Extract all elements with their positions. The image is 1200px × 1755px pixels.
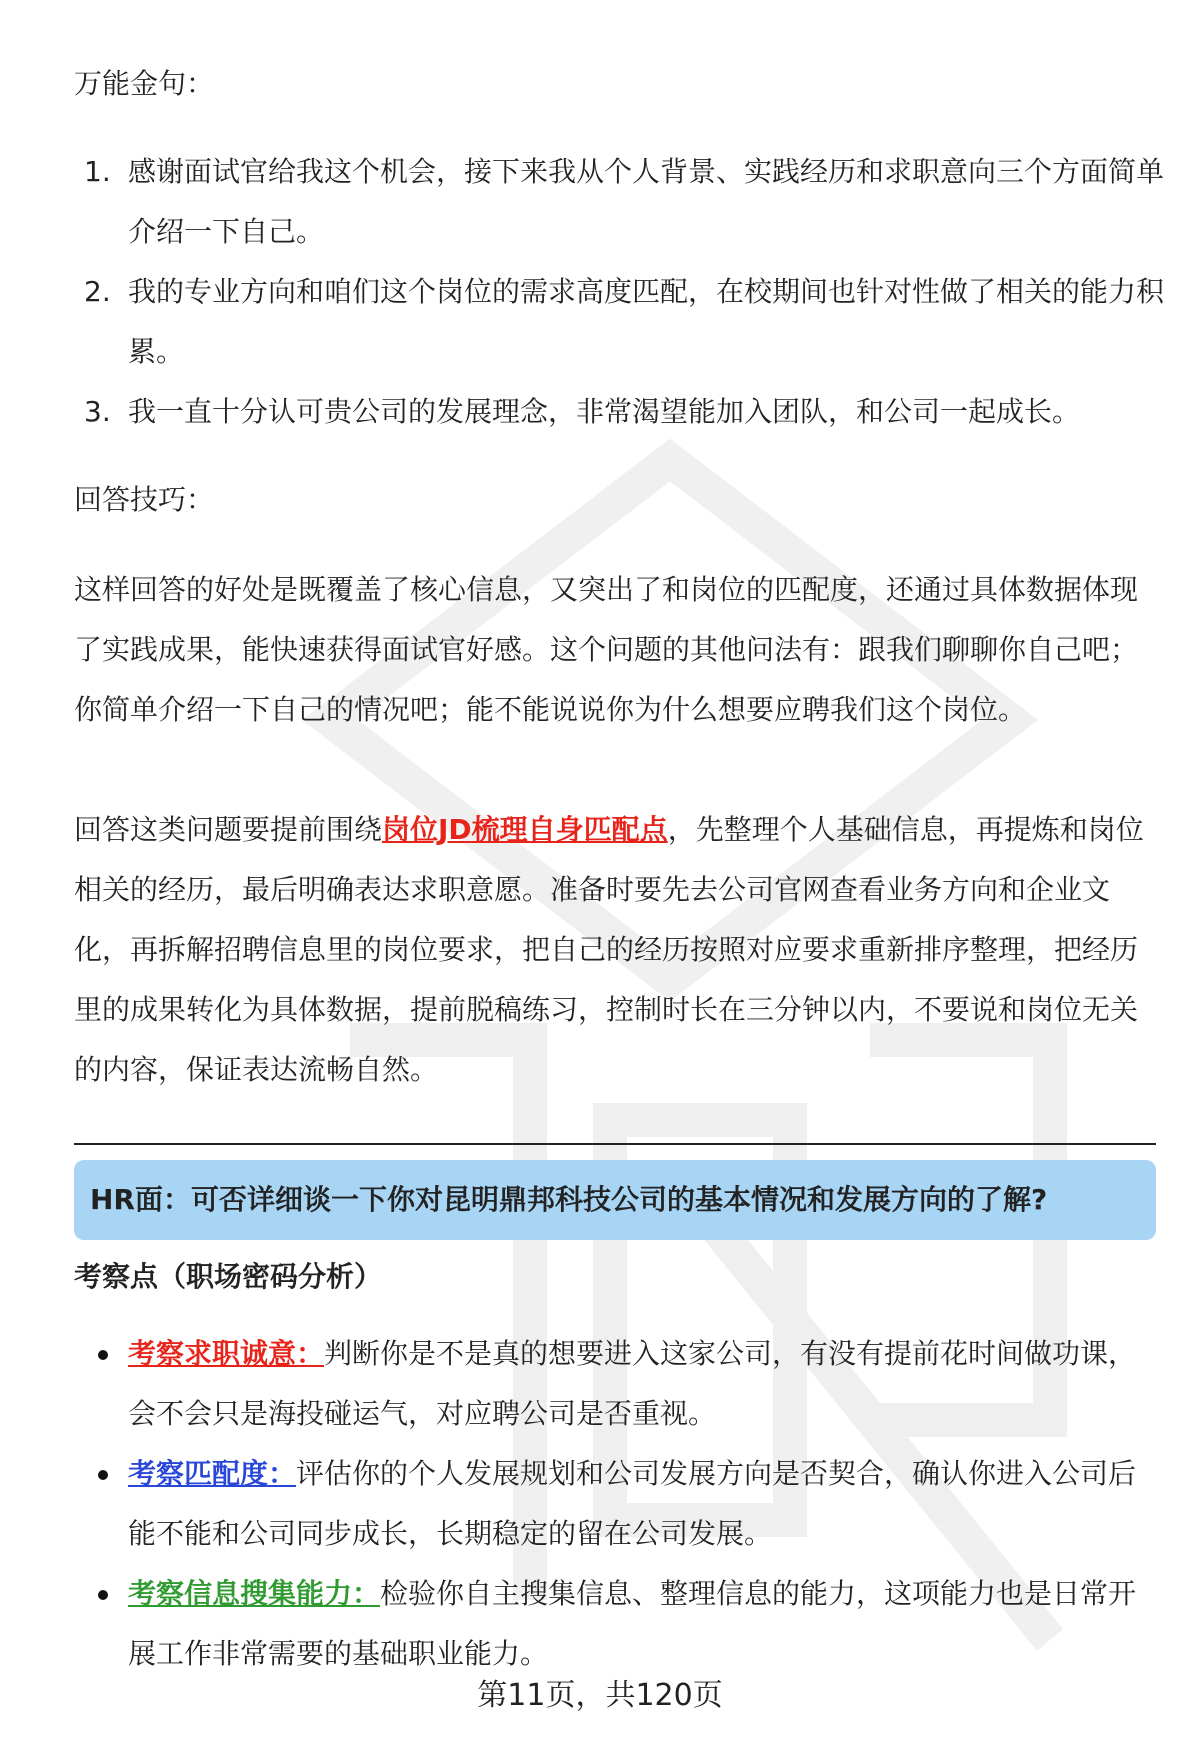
point-text: 检验你自主搜集信息、整理信息的能力，这项能力也是日常开展工作非常需要的基础职业能力。 — [128, 1577, 1137, 1670]
list-item — [74, 382, 1164, 442]
bullet-icon — [98, 1590, 108, 1600]
highlight-text: 岗位JD梳理自身匹配点 — [382, 813, 668, 846]
section-subheading: 考察点（职场密码分析） — [74, 1260, 383, 1293]
point-title: 考察信息搜集能力： — [128, 1577, 381, 1610]
divider — [74, 1143, 1156, 1145]
bullet-icon — [98, 1350, 108, 1360]
list-item-text: 感谢面试官给我这个机会，接下来我从个人背景、实践经历和求职意向三个方面简单介绍一下自己。 — [128, 155, 1165, 248]
list-item-text: 我的专业方向和咱们这个岗位的需求高度匹配，在校期间也针对性做了相关的能力积累。 — [128, 275, 1165, 368]
paragraph-text: ，先整理个人基础信息，再提炼和岗位相关的经历，最后明确表达求职意愿。准备时要先去公司官网查看业务方向和企业文化，再拆解招聘信息里的岗位要求，把自己的经历按照对应要求重新排序整理，把经历里的成果转化为具体数据，提前脱稿练习，控制时长在三分钟以内，不要说和岗位无关的内容，保证表达流畅自然。 — [74, 813, 1144, 1086]
list-item-text: 我一直十分认可贵公司的发展理念，非常渴望能加入团队，和公司一起成长。 — [128, 395, 1081, 428]
list-item-number: 2. — [84, 275, 111, 308]
answer-tips-label: 回答技巧： — [74, 483, 215, 516]
golden-phrases-list — [74, 142, 1164, 442]
list-item-number: 3. — [84, 395, 111, 428]
point-title: 考察匹配度： — [128, 1457, 297, 1490]
hr-question-banner: HR面：可否详细谈一下你对昆明鼎邦科技公司的基本情况和发展方向的了解? — [74, 1160, 1156, 1240]
answer-tips-paragraph-2 — [74, 800, 1154, 1100]
point-text: 判断你是不是真的想要进入这家公司，有没有提前花时间做功课，会不会只是海投碰运气，对应聘公司是否重视。 — [128, 1337, 1137, 1430]
point-text: 评估你的个人发展规划和公司发展方向是否契合，确认你进入公司后能不能和公司同步成长，长期稳定的留在公司发展。 — [128, 1457, 1137, 1550]
list-item — [74, 1324, 1164, 1444]
point-title: 考察求职诚意： — [128, 1337, 325, 1370]
list-item — [74, 142, 1164, 262]
bullet-icon — [98, 1470, 108, 1480]
golden-phrases-label: 万能金句： — [74, 67, 215, 100]
assessment-points-list — [74, 1324, 1164, 1684]
list-item — [74, 1444, 1164, 1564]
paragraph-text: 回答这类问题要提前围绕 — [74, 813, 383, 846]
answer-tips-paragraph: 这样回答的好处是既覆盖了核心信息，又突出了和岗位的匹配度，还通过具体数据体现了实践成果，能快速获得面试官好感。这个问题的其他问法有：跟我们聊聊你自己吧；你简单介绍一下自己的情况吧；能不能说说你为什么想要应聘我们这个岗位。 — [74, 573, 1139, 726]
list-item-number: 1. — [84, 155, 111, 188]
list-item — [74, 262, 1164, 382]
page-number-footer: 第11页，共120页 — [477, 1678, 723, 1713]
